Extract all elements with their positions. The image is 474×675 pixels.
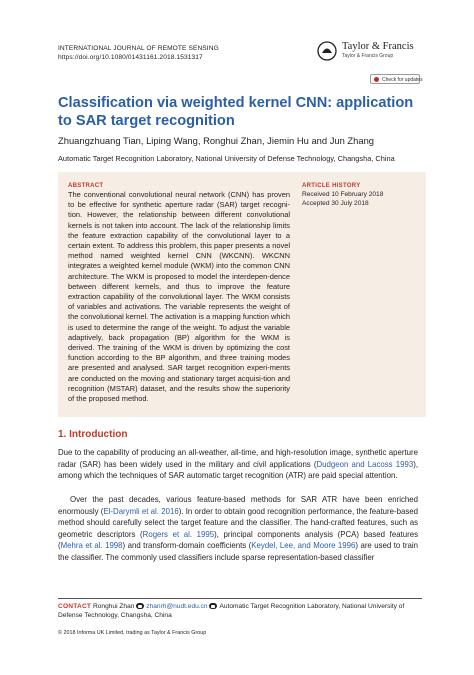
footer-divider	[58, 598, 422, 599]
intro-paragraph-2	[58, 494, 418, 564]
author-list: Zhuangzhuang Tian, Liping Wang, Ronghui Zhan, Jiemin Hu and Jun Zhang	[58, 135, 375, 146]
publisher-name: Taylor & Francis	[342, 41, 414, 52]
copyright-notice: © 2018 Informa UK Limited, trading as Taylor & Francis Group	[58, 630, 207, 636]
publisher-group: Taylor & Francis Group	[342, 53, 394, 59]
journal-name: INTERNATIONAL JOURNAL OF REMOTE SENSING	[58, 45, 219, 52]
intro-paragraph-1	[58, 447, 418, 482]
text-run: ) are used to train the classifier. The commonly used classifiers include sparse representation-based classifier	[58, 541, 419, 562]
citation-link[interactable]: Rogers et al. 1995	[142, 529, 215, 539]
text-run: ). In order to obtain good recognition performance, the feature-based method should carefully select the target feature and the classifier. The hand-crafted features, such as geometric descriptors (	[58, 506, 418, 539]
update-status-icon	[374, 77, 379, 82]
contact-email-link[interactable]: zhanrh@nudt.edu.cn	[146, 603, 208, 610]
citation-link[interactable]: Dudgeon and Lacoss 1993	[316, 459, 414, 469]
check-for-updates-label: Check for updates	[382, 77, 423, 83]
contact-info	[58, 602, 422, 620]
address-icon	[209, 603, 217, 609]
publisher-emblem-icon	[316, 40, 338, 62]
abstract-heading: ABSTRACT	[68, 183, 104, 189]
journal-header	[58, 44, 219, 62]
article-history-heading: ARTICLE HISTORY	[302, 183, 361, 189]
text-run: Due to the capability of producing an all-weather, all-time, and high-resolution image, synthetic aperture radar (SAR) has been widely used in the military and civil applications (	[58, 448, 418, 469]
check-for-updates-button[interactable]	[370, 74, 423, 84]
publisher-logo[interactable]	[316, 40, 426, 62]
text-run: Over the past decades, various feature-based methods for SAR ATR have been enriched enormously (	[58, 495, 418, 516]
citation-link[interactable]: Mehra et al. 1998	[60, 541, 123, 551]
text-run: ), principal components analysis (PCA) based features (	[58, 529, 418, 551]
text-run: ) and transform-domain coefficients (	[122, 541, 252, 551]
email-icon	[136, 603, 144, 609]
doi-link[interactable]: https://doi.org/10.1080/01431161.2018.1531317	[58, 54, 203, 61]
contact-address: Automatic Target Recognition Laboratory, National University of Defense Technology, Changsha, China	[58, 603, 405, 619]
citation-link[interactable]: El-Darymli et al. 2016	[103, 506, 179, 516]
article-title: Classification via weighted kernel CNN: application to SAR target recognition	[58, 95, 414, 129]
received-date: Received 10 February 2018	[302, 191, 384, 198]
accepted-date: Accepted 30 July 2018	[302, 200, 369, 207]
section-heading-introduction: 1. Introduction	[58, 429, 128, 440]
contact-name: Ronghui Zhan	[93, 603, 135, 610]
text-run: ), among which the techniques of SAR automatic target recognition (ATR) are paid special attention.	[58, 459, 418, 481]
abstract-text: The conventional convolutional neural network (CNN) has proven to be effective for synthetic aperture radar (SAR) target recogni-tion. However, the relationship between different convolutional kernels is not taken into account. The lack of the relationship limits the feature extraction capability of the convolutional layer to a certain extent. To address this problem, this paper presents a novel method named weighted kernel CNN (WKCNN). WKCNN integrates a weighted kernel module (WKM) into the common CNN architecture. The WKM is proposed to model the interdepen-dence between different kernels, and thus to improve the feature extraction capability of the convolutional layer. The WKM consists of variables and activations. The variable represents the weight of the convolutional kernel. The activation is a mapping function which is used to determine the range of the weight. To adjust the variable adaptively, back propagation (BP) algorithm for the WKM is derived. The training of the WKM is driven by optimizing the cost function according to the BP algorithm, and three training modes are presented and analysed. SAR target recognition experi-ments are conducted on the moving and stationary target acquisi-tion and recognition (MSTAR) dataset, and the results show the superiority of the proposed method.	[68, 190, 290, 404]
contact-label: CONTACT	[58, 603, 92, 610]
affiliation: Automatic Target Recognition Laboratory, National University of Defense Technology, Changsha, China	[58, 154, 395, 163]
citation-link[interactable]: Keydel, Lee, and Moore 1996	[251, 541, 356, 551]
